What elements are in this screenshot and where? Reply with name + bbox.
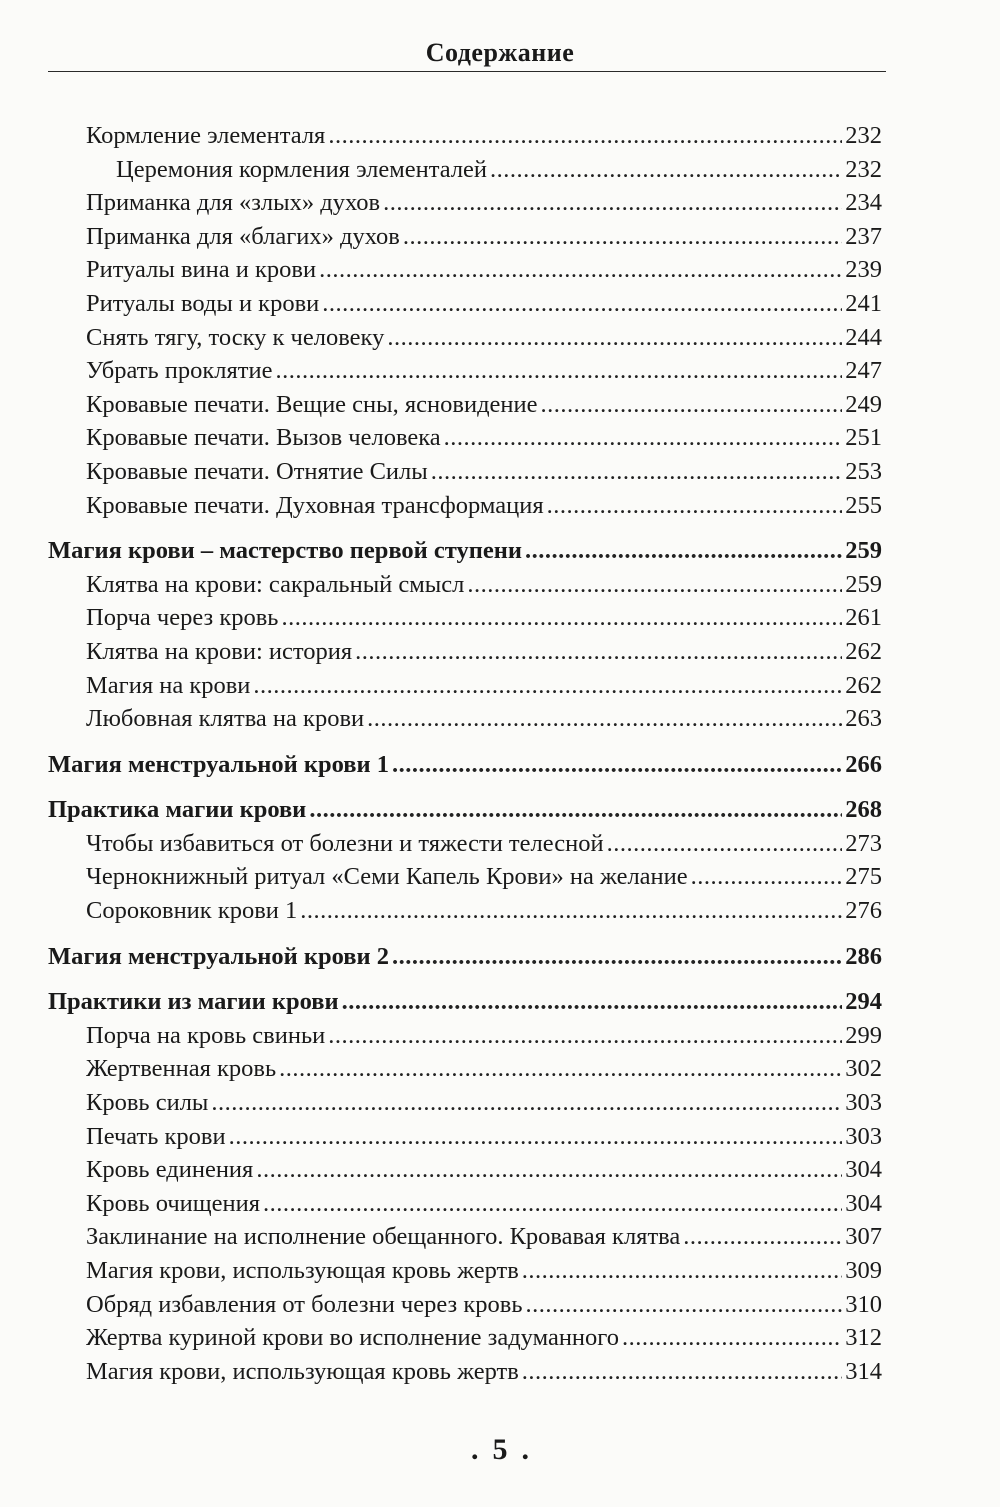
page-number-dot-right: .	[521, 1433, 529, 1466]
toc-dot-leader	[525, 537, 842, 565]
toc-entry-title: Приманка для «злых» духов	[86, 189, 381, 217]
toc-entry	[48, 324, 882, 358]
toc-dot-leader	[387, 324, 842, 352]
toc-entry	[48, 290, 882, 324]
toc-entry-title: Магия менструальной крови 2	[48, 942, 389, 970]
toc-entry-title: Убрать проклятие	[86, 357, 273, 385]
toc-entry	[48, 1223, 882, 1257]
toc-entry-page: 268	[845, 796, 882, 824]
toc-entry-page: 276	[845, 897, 882, 925]
toc-entry-title: Кровавые печати. Отнятие Силы	[86, 457, 428, 485]
toc-entry-page: 310	[845, 1290, 882, 1318]
toc-entry-title: Снять тягу, тоску к человеку	[86, 323, 385, 351]
toc-entry-title: Клятва на крови: история	[86, 637, 353, 665]
toc-entry	[48, 830, 882, 864]
toc-entry-title: Жертва куриной крови во исполнение задуманного	[86, 1324, 619, 1352]
toc-dot-leader	[522, 1358, 842, 1386]
toc-entry	[48, 189, 882, 223]
toc-entry-page: 299	[845, 1021, 882, 1049]
toc-dot-leader	[622, 1324, 842, 1352]
toc-dot-leader	[467, 571, 842, 599]
toc-entry	[48, 1190, 882, 1224]
toc-entry-title: Магия крови, использующая кровь жертв	[86, 1357, 519, 1385]
toc-dot-leader	[281, 604, 842, 632]
toc-entry-title: Чернокнижный ритуал «Семи Капель Крови» на желание	[86, 863, 688, 891]
toc-entry-page: 241	[845, 289, 882, 317]
toc-entry-page: 259	[845, 537, 882, 565]
toc-entry-page: 304	[845, 1156, 882, 1184]
toc-entry-title: Любовная клятва на крови	[86, 705, 365, 733]
toc-entry	[48, 571, 882, 605]
toc-dot-leader	[526, 1291, 843, 1319]
toc-dot-leader	[444, 424, 843, 452]
toc-dot-leader	[392, 943, 842, 971]
toc-entry-page: 304	[845, 1189, 882, 1217]
toc-entry-title: Магия крови – мастерство первой ступени	[48, 537, 522, 565]
toc-entry-page: 286	[845, 942, 882, 970]
toc-dot-leader	[300, 897, 842, 925]
toc-entry	[48, 863, 882, 897]
toc-dot-leader	[403, 223, 842, 251]
table-of-contents	[48, 122, 882, 1391]
toc-entry-page: 307	[845, 1223, 882, 1251]
toc-entry-title: Порча на кровь свиньи	[86, 1021, 326, 1049]
toc-section-entry	[48, 751, 882, 785]
toc-entry-page: 249	[845, 390, 882, 418]
toc-entry	[48, 122, 882, 156]
toc-entry	[48, 672, 882, 706]
toc-section-entry	[48, 796, 882, 830]
toc-section-entry	[48, 537, 882, 571]
toc-entry-title: Кровь очищения	[86, 1189, 260, 1217]
header-rule	[48, 71, 886, 72]
toc-entry	[48, 1291, 882, 1325]
toc-entry-page: 237	[845, 222, 882, 250]
toc-section-entry	[48, 943, 882, 977]
toc-dot-leader	[342, 988, 843, 1016]
toc-entry	[48, 492, 882, 526]
toc-dot-leader	[275, 357, 842, 385]
toc-entry-title: Практика магии крови	[48, 796, 307, 824]
toc-entry	[48, 1123, 882, 1157]
toc-entry-page: 294	[845, 988, 882, 1016]
toc-dot-leader	[322, 290, 842, 318]
toc-dot-leader	[355, 638, 842, 666]
toc-dot-leader	[279, 1055, 842, 1083]
toc-entry-page: 239	[845, 256, 882, 284]
toc-entry-title: Кровь силы	[86, 1089, 209, 1117]
toc-entry	[48, 156, 882, 190]
toc-entry	[48, 897, 882, 931]
toc-section-entry	[48, 988, 882, 1022]
toc-dot-leader	[256, 1156, 842, 1184]
toc-dot-leader	[522, 1257, 842, 1285]
toc-entry	[48, 1089, 882, 1123]
toc-entry	[48, 1324, 882, 1358]
toc-entry-title: Кровавые печати. Вещие сны, ясновидение	[86, 390, 538, 418]
toc-entry-title: Жертвенная кровь	[86, 1055, 277, 1083]
toc-dot-leader	[691, 863, 843, 891]
toc-entry-title: Печать крови	[86, 1122, 226, 1150]
toc-dot-leader	[392, 751, 842, 779]
toc-entry-page: 303	[845, 1122, 882, 1150]
toc-dot-leader	[683, 1223, 842, 1251]
toc-entry	[48, 256, 882, 290]
toc-entry	[48, 1156, 882, 1190]
toc-entry-page: 259	[845, 570, 882, 598]
toc-entry-title: Заклинание на исполнение обещанного. Кровавая клятва	[86, 1223, 681, 1251]
toc-entry-page: 266	[845, 750, 882, 778]
toc-entry	[48, 458, 882, 492]
toc-entry	[48, 357, 882, 391]
toc-entry-page: 262	[845, 637, 882, 665]
toc-entry-title: Кровавые печати. Вызов человека	[86, 424, 441, 452]
toc-entry	[48, 1055, 882, 1089]
toc-dot-leader	[607, 830, 843, 858]
toc-entry-page: 253	[845, 457, 882, 485]
toc-entry-page: 263	[845, 705, 882, 733]
toc-entry-title: Ритуалы воды и крови	[86, 289, 320, 317]
page-number-footer	[0, 1433, 1000, 1467]
toc-dot-leader	[253, 672, 842, 700]
toc-dot-leader	[367, 705, 842, 733]
toc-entry-page: 275	[845, 863, 882, 891]
toc-dot-leader	[211, 1089, 842, 1117]
toc-entry-page: 273	[845, 829, 882, 857]
toc-entry-page: 261	[845, 604, 882, 632]
toc-dot-leader	[547, 492, 843, 520]
toc-entry-page: 247	[845, 357, 882, 385]
toc-entry-page: 302	[845, 1055, 882, 1083]
toc-entry-page: 314	[845, 1357, 882, 1385]
toc-entry-page: 255	[845, 491, 882, 519]
toc-entry	[48, 424, 882, 458]
toc-entry-title: Обряд избавления от болезни через кровь	[86, 1290, 523, 1318]
page-number: 5	[492, 1433, 508, 1466]
toc-entry-page: 232	[845, 122, 882, 149]
toc-entry-title: Магия крови, использующая кровь жертв	[86, 1257, 519, 1284]
toc-entry-title: Кормление элементаля	[86, 122, 326, 149]
toc-entry-page: 312	[845, 1324, 882, 1352]
toc-entry	[48, 223, 882, 257]
toc-entry	[48, 604, 882, 638]
toc-entry	[48, 1358, 882, 1392]
toc-entry-title: Клятва на крови: сакральный смысл	[86, 570, 465, 598]
toc-dot-leader	[541, 391, 843, 419]
toc-entry-title: Ритуалы вина и крови	[86, 256, 317, 284]
toc-entry-title: Чтобы избавиться от болезни и тяжести телесной	[86, 829, 604, 857]
toc-entry-title: Кровь единения	[86, 1156, 254, 1184]
toc-entry-title: Кровавые печати. Духовная трансформация	[86, 491, 544, 519]
toc-dot-leader	[328, 122, 842, 150]
toc-entry	[48, 391, 882, 425]
toc-entry-title: Церемония кормления элементалей	[116, 155, 488, 183]
toc-dot-leader	[319, 256, 842, 284]
toc-entry-title: Магия на крови	[86, 671, 251, 699]
toc-entry-title: Сороковник крови 1	[86, 897, 298, 925]
toc-entry	[48, 1257, 882, 1291]
toc-entry-title: Практики из магии крови	[48, 988, 339, 1016]
toc-entry-title: Магия менструальной крови 1	[48, 750, 389, 778]
toc-entry-page: 303	[845, 1089, 882, 1117]
toc-entry-page: 262	[845, 671, 882, 699]
toc-entry-page: 234	[845, 189, 882, 217]
running-title: Содержание	[425, 38, 575, 67]
toc-entry-title: Приманка для «благих» духов	[86, 222, 400, 250]
toc-entry-page: 309	[845, 1257, 882, 1284]
toc-dot-leader	[309, 796, 842, 824]
toc-entry-page: 244	[845, 323, 882, 351]
toc-dot-leader	[229, 1123, 843, 1151]
toc-entry-page: 232	[845, 155, 882, 183]
toc-dot-leader	[490, 156, 842, 184]
toc-dot-leader	[431, 458, 843, 486]
page-number-dot-left: .	[471, 1433, 479, 1466]
toc-entry-title: Порча через кровь	[86, 604, 279, 632]
toc-entry	[48, 705, 882, 739]
toc-entry-page: 251	[845, 424, 882, 452]
toc-dot-leader	[263, 1190, 842, 1218]
toc-dot-leader	[383, 189, 842, 217]
toc-entry	[48, 638, 882, 672]
toc-entry	[48, 1022, 882, 1056]
toc-dot-leader	[328, 1022, 842, 1050]
